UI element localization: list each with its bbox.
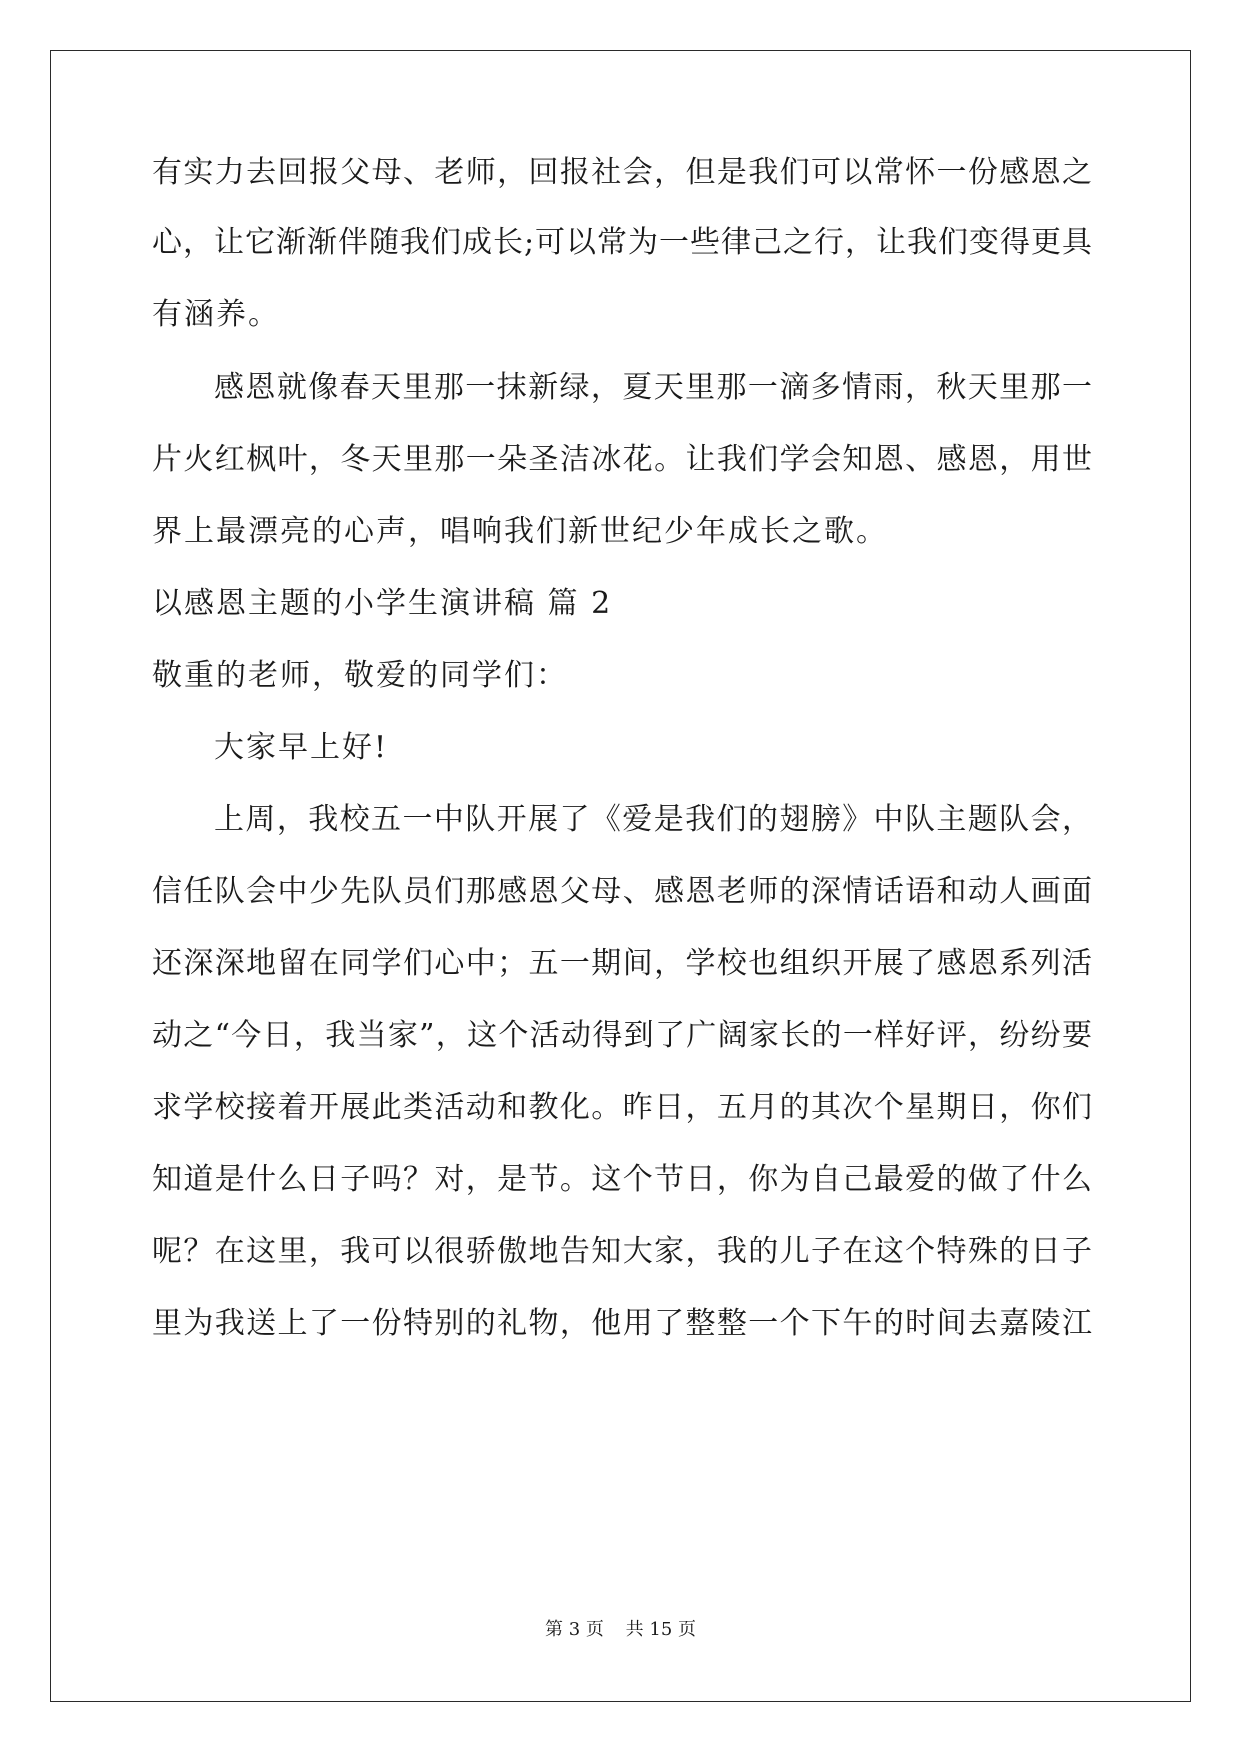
total-pages: 共 15 页	[625, 1619, 696, 1640]
body-line: 呢？在这里，我可以很骄傲地告知大家，我的儿子在这个特殊的日子	[152, 1234, 1092, 1269]
paragraph-start-line: 感恩就像春天里那一抹新绿，夏天里那一滴多情雨，秋天里那一	[214, 370, 1092, 405]
body-line: 有实力去回报父母、老师，回报社会，但是我们可以常怀一份感恩之	[152, 155, 1092, 190]
body-line: 心，让它渐渐伴随我们成长;可以常为一些律己之行，让我们变得更具	[152, 225, 1092, 260]
body-line: 有涵养。	[152, 297, 280, 332]
greeting: 大家早上好!	[214, 730, 389, 765]
paragraph-start-line: 上周，我校五一中队开展了《爱是我们的翅膀》中队主题队会，	[214, 802, 1092, 837]
body-line: 界上最漂亮的心声，唱响我们新世纪少年成长之歌。	[152, 514, 888, 549]
section-heading: 以感恩主题的小学生演讲稿 篇 2	[152, 586, 613, 621]
body-line: 片火红枫叶，冬天里那一朵圣洁冰花。让我们学会知恩、感恩，用世	[152, 442, 1092, 477]
page-footer	[0, 1618, 1241, 1642]
body-line: 求学校接着开展此类活动和教化。昨日，五月的其次个星期日，你们	[152, 1090, 1092, 1125]
body-line: 里为我送上了一份特别的礼物，他用了整整一个下午的时间去嘉陵江	[152, 1306, 1092, 1341]
page-number: 第 3 页	[545, 1619, 604, 1640]
body-line: 信任队会中少先队员们那感恩父母、感恩老师的深情话语和动人画面	[152, 874, 1092, 909]
body-line: 还深深地留在同学们心中；五一期间，学校也组织开展了感恩系列活	[152, 946, 1092, 981]
salutation: 敬重的老师，敬爱的同学们：	[152, 658, 568, 693]
body-line: 知道是什么日子吗？对，是节。这个节日，你为自己最爱的做了什么	[152, 1162, 1092, 1197]
body-line: 动之“今日，我当家”，这个活动得到了广阔家长的一样好评，纷纷要	[152, 1018, 1092, 1053]
